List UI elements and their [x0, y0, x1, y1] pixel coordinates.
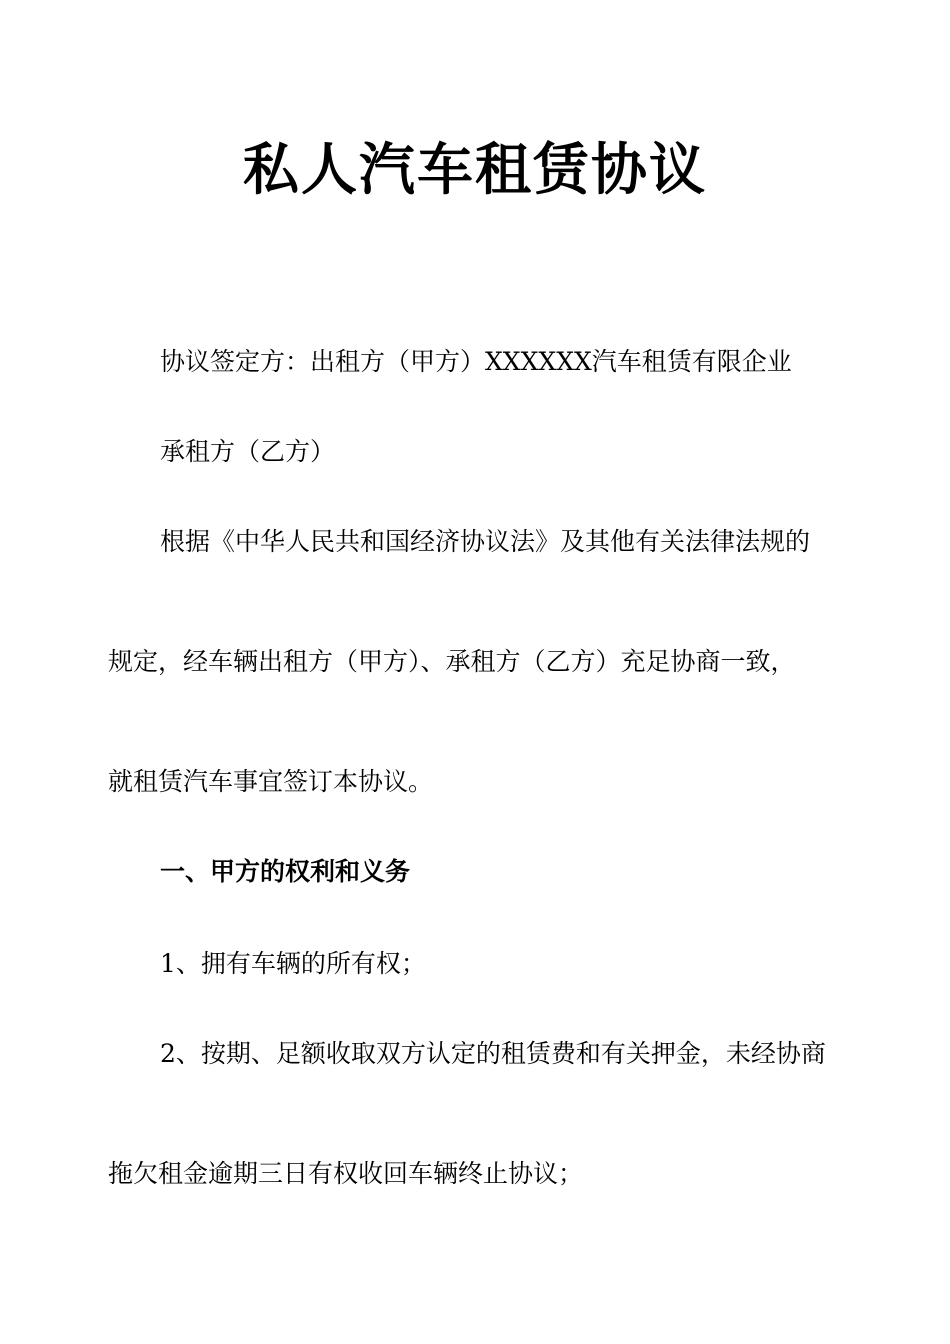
preamble-line-2: 规定，经车辆出租方（甲方）、承租方（乙方）充足协商一致， [108, 647, 796, 676]
clause-item-2-continued: 拖欠租金逾期三日有权收回车辆终止协议； [108, 1159, 584, 1188]
lessee-line: 承租方（乙方） [160, 437, 336, 466]
preamble-line-3: 就租赁汽车事宜签订本协议。 [108, 767, 434, 796]
document-title: 私人汽车租赁协议 [243, 138, 707, 203]
clause-item-1: 1、拥有车辆的所有权； [160, 949, 426, 978]
clause-item-2: 2、按期、足额收取双方认定的租赁费和有关押金，未经协商 [160, 1039, 826, 1068]
preamble-line-1: 根据《中华人民共和国经济协议法》及其他有关法律法规的 [160, 527, 811, 556]
signing-parties-line: 协议签定方：出租方（甲方）XXXXXX汽车租赁有限企业 [160, 347, 792, 376]
section-heading: 一、甲方的权利和义务 [160, 857, 411, 886]
